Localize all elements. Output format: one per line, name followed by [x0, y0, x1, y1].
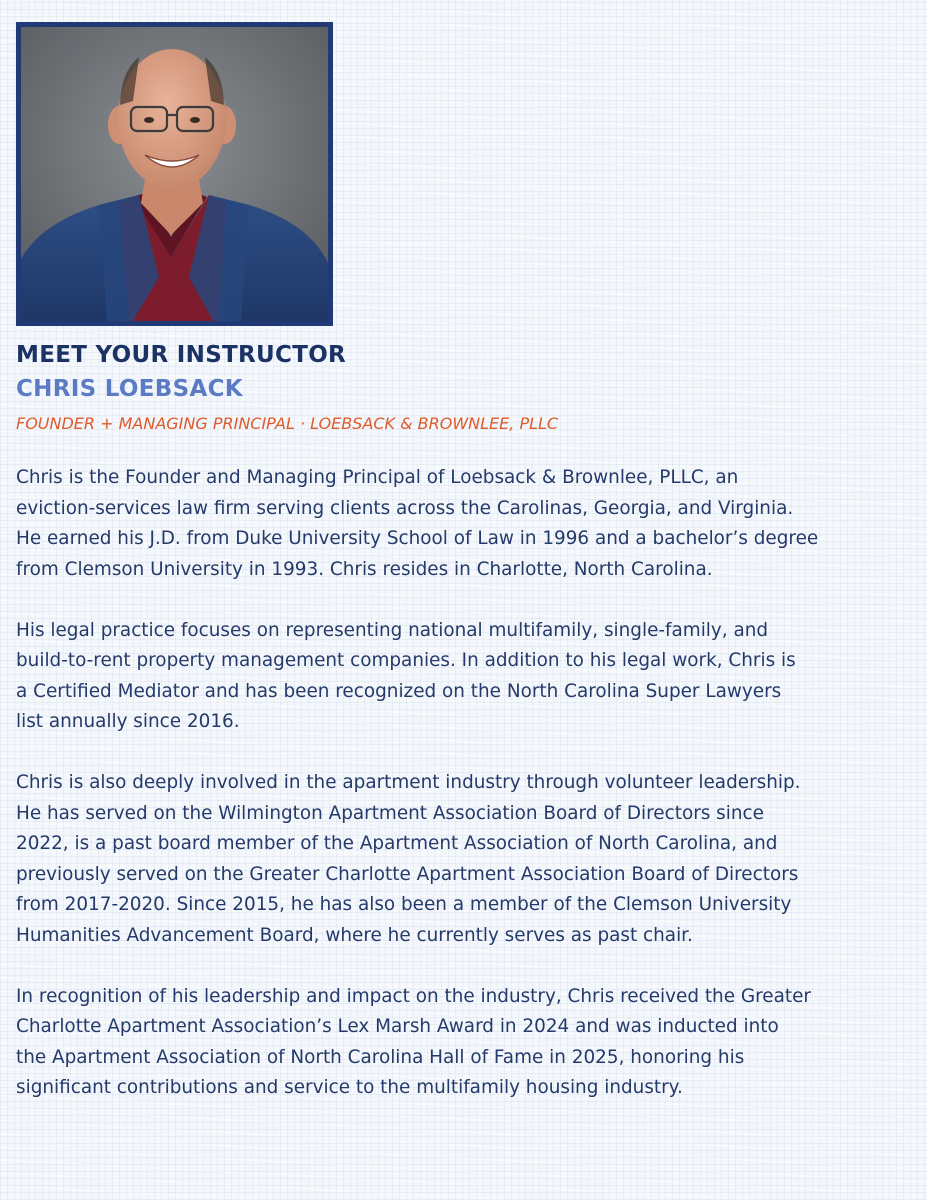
bio-line: build-to-rent property management companies. In addition to his legal work, Chris is [16, 650, 796, 671]
bio-line: He has served on the Wilmington Apartment Association Board of Directors since [16, 802, 764, 824]
bio-line: list annually since 2016. [16, 711, 240, 732]
bio-line: In recognition of his leadership and impact on the industry, Chris received the Greater [16, 985, 811, 1007]
bio-paragraph-3 [16, 768, 916, 951]
bio-line: 2022, is a past board member of the Apartment Association of North Carolina, and [16, 833, 778, 854]
bio-line: a Certified Mediator and has been recognized on the North Carolina Super Lawyers [16, 680, 782, 702]
instructor-portrait-image [21, 27, 328, 321]
section-heading: MEET YOUR INSTRUCTOR [16, 342, 347, 368]
instructor-role: FOUNDER + MANAGING PRINCIPAL · LOEBSACK & BROWNLEE, PLLC [16, 414, 559, 433]
bio-line: the Apartment Association of North Carolina Hall of Fame in 2025, honoring his [16, 1046, 745, 1068]
bio-line: His legal practice focuses on representing national multifamily, single-family, and [16, 619, 769, 641]
bio-line: Chris is the Founder and Managing Principal of Loebsack & Brownlee, PLLC, an [16, 467, 739, 488]
bio-paragraph-2 [16, 616, 916, 738]
bio-line: from 2017-2020. Since 2015, he has also been a member of the Clemson University [16, 894, 792, 915]
bio-line: previously served on the Greater Charlotte Apartment Association Board of Directors [16, 863, 799, 885]
bio-paragraph-1 [16, 463, 916, 585]
bio-line: from Clemson University in 1993. Chris resides in Charlotte, North Carolina. [16, 558, 713, 580]
instructor-name: CHRIS LOEBSACK [16, 376, 243, 402]
bio-line: Charlotte Apartment Association’s Lex Marsh Award in 2024 and was inducted into [16, 1016, 779, 1037]
bio-text [16, 463, 916, 1134]
bio-line: He earned his J.D. from Duke University School of Law in 1996 and a bachelor’s degree [16, 528, 819, 549]
bio-paragraph-4 [16, 982, 916, 1104]
bio-line: Humanities Advancement Board, where he currently serves as past chair. [16, 924, 693, 946]
bio-line: eviction-services law firm serving clients across the Carolinas, Georgia, and Virginia. [16, 497, 794, 519]
instructor-photo [16, 22, 333, 326]
bio-line: significant contributions and service to the multifamily housing industry. [16, 1077, 683, 1098]
bio-line: Chris is also deeply involved in the apartment industry through volunteer leadership. [16, 772, 801, 793]
